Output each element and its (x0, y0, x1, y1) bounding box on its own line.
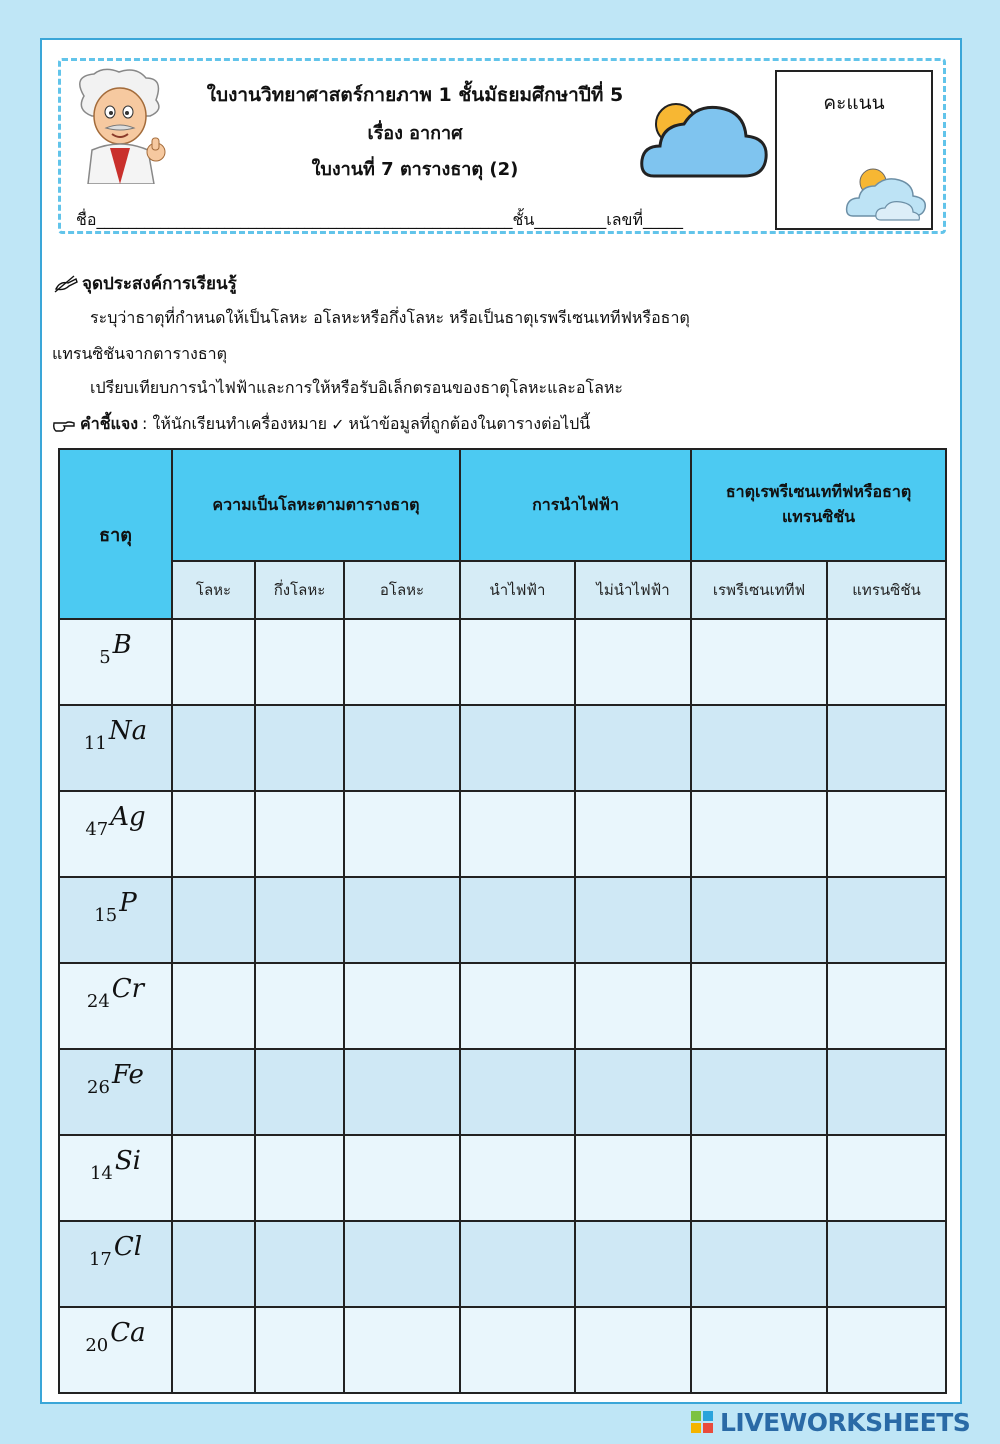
answer-cell-representative[interactable] (691, 1049, 827, 1135)
answer-cell-nonmetal[interactable] (344, 1221, 460, 1307)
answer-cell-transition[interactable] (827, 963, 946, 1049)
answer-cell-transition[interactable] (827, 619, 946, 705)
element-symbol: Cr (111, 974, 145, 1004)
atomic-number: 20 (85, 1335, 109, 1356)
answer-cell-nonmetal[interactable] (344, 705, 460, 791)
answer-cell-nonmetal[interactable] (344, 877, 460, 963)
answer-cell-nonconducts[interactable] (575, 705, 691, 791)
answer-cell-representative[interactable] (691, 963, 827, 1049)
element-column-header: ธาตุ (59, 449, 172, 619)
atomic-number: 24 (86, 991, 110, 1012)
answer-cell-nonmetal[interactable] (344, 1049, 460, 1135)
metal-subheader: โลหะ (172, 561, 255, 619)
element-symbol: P (119, 888, 137, 918)
answer-cell-transition[interactable] (827, 877, 946, 963)
answer-cell-metalloid[interactable] (255, 619, 344, 705)
answer-cell-conducts[interactable] (460, 1049, 575, 1135)
answer-cell-nonconducts[interactable] (575, 877, 691, 963)
instructions (52, 412, 590, 437)
answer-cell-metalloid[interactable] (255, 791, 344, 877)
element-symbol: Ag (110, 802, 146, 832)
worksheet-topic: เรื่อง อากาศ (367, 123, 463, 144)
score-label: คะแนน (823, 92, 885, 114)
nonmetal-subheader: อโลหะ (344, 561, 460, 619)
element-cell (59, 705, 172, 791)
element-cell (59, 1135, 172, 1221)
sun-cloud-small-icon (845, 164, 929, 224)
answer-cell-transition[interactable] (827, 1049, 946, 1135)
answer-cell-conducts[interactable] (460, 963, 575, 1049)
atomic-number: 14 (89, 1163, 113, 1184)
answer-cell-metalloid[interactable] (255, 1221, 344, 1307)
table-row (59, 705, 946, 791)
checkmark-icon: ✓ (331, 415, 345, 434)
answer-cell-metalloid[interactable] (255, 1049, 344, 1135)
table-row (59, 1307, 946, 1393)
answer-cell-nonmetal[interactable] (344, 1135, 460, 1221)
element-cell (59, 619, 172, 705)
periodic-classification-table (58, 448, 947, 1394)
answer-cell-metal[interactable] (172, 705, 255, 791)
answer-cell-representative[interactable] (691, 619, 827, 705)
element-cell (59, 963, 172, 1049)
answer-cell-transition[interactable] (827, 791, 946, 877)
conducts-subheader: นำไฟฟ้า (460, 561, 575, 619)
metallicity-group-header: ความเป็นโลหะตามตารางธาตุ (172, 449, 460, 561)
answer-cell-metalloid[interactable] (255, 705, 344, 791)
answer-cell-metal[interactable] (172, 963, 255, 1049)
element-type-group-header (691, 449, 946, 561)
answer-cell-conducts[interactable] (460, 1307, 575, 1393)
element-symbol: Na (108, 716, 148, 746)
table-row (59, 963, 946, 1049)
atomic-number: 17 (88, 1249, 112, 1270)
einstein-mascot-icon (64, 66, 174, 184)
instructions-label: คำชี้แจง (80, 414, 139, 433)
conductivity-group-header: การนำไฟฟ้า (460, 449, 691, 561)
answer-cell-nonconducts[interactable] (575, 1221, 691, 1307)
worksheet-title: ใบงานวิทยาศาสตร์กายภาพ 1 ชั้นมัธยมศึกษาปีที่ 5 (206, 84, 624, 106)
answer-cell-conducts[interactable] (460, 619, 575, 705)
answer-cell-nonconducts[interactable] (575, 1135, 691, 1221)
answer-cell-metal[interactable] (172, 619, 255, 705)
atomic-number: 11 (83, 733, 107, 754)
answer-cell-nonconducts[interactable] (575, 1049, 691, 1135)
answer-cell-representative[interactable] (691, 705, 827, 791)
table-row (59, 1221, 946, 1307)
worksheet-number: ใบงานที่ 7 ตารางธาตุ (2) (311, 159, 519, 180)
answer-cell-metal[interactable] (172, 1135, 255, 1221)
table-row (59, 791, 946, 877)
element-cell (59, 1221, 172, 1307)
answer-cell-conducts[interactable] (460, 877, 575, 963)
element-symbol: Fe (111, 1060, 144, 1090)
element-symbol: B (112, 630, 132, 660)
answer-cell-metalloid[interactable] (255, 877, 344, 963)
atomic-number: 26 (87, 1077, 110, 1098)
instructions-text-after: หน้าข้อมูลที่ถูกต้องในตารางต่อไปนี้ (348, 414, 591, 433)
answer-cell-conducts[interactable] (460, 791, 575, 877)
table-row (59, 1049, 946, 1135)
element-cell (59, 1307, 172, 1393)
answer-cell-metalloid[interactable] (255, 1135, 344, 1221)
objectives-heading (54, 270, 237, 297)
answer-cell-conducts[interactable] (460, 1135, 575, 1221)
transition-subheader: แทรนซิชัน (827, 561, 946, 619)
answer-cell-transition[interactable] (827, 1135, 946, 1221)
liveworksheets-logo-icon (690, 1410, 714, 1434)
answer-cell-nonconducts[interactable] (575, 619, 691, 705)
table-row (59, 619, 946, 705)
answer-cell-nonmetal[interactable] (344, 1307, 460, 1393)
answer-cell-nonmetal[interactable] (344, 963, 460, 1049)
answer-cell-representative[interactable] (691, 877, 827, 963)
table-row (59, 877, 946, 963)
element-symbol: Si (114, 1146, 142, 1176)
liveworksheets-footer (690, 1404, 990, 1440)
answer-cell-metal[interactable] (172, 1049, 255, 1135)
atomic-number: 5 (99, 647, 111, 668)
element-symbol: Cl (113, 1232, 143, 1262)
answer-cell-metal[interactable] (172, 791, 255, 877)
representative-subheader: เรพรีเซนเททีฟ (691, 561, 827, 619)
answer-cell-metal[interactable] (172, 877, 255, 963)
objectives-title: จุดประสงค์การเรียนรู้ (82, 274, 237, 294)
answer-cell-metal[interactable] (172, 1221, 255, 1307)
answer-cell-nonconducts[interactable] (575, 963, 691, 1049)
element-cell (59, 1049, 172, 1135)
answer-cell-nonmetal[interactable] (344, 619, 460, 705)
answer-cell-representative[interactable] (691, 1135, 827, 1221)
liveworksheets-brand: LIVEWORKSHEETS (720, 1407, 971, 1437)
answer-cell-metal[interactable] (172, 1307, 255, 1393)
objective-2: เปรียบเทียบการนำไฟฟ้าและการให้หรือรับอิเล็กตรอนของธาตุโลหะและอโลหะ (90, 378, 624, 397)
atomic-number: 15 (94, 905, 118, 926)
table-row (59, 1135, 946, 1221)
answer-cell-conducts[interactable] (460, 705, 575, 791)
answer-cell-representative[interactable] (691, 1221, 827, 1307)
score-box (775, 70, 933, 230)
objective-1: ระบุว่าธาตุที่กำหนดให้เป็นโลหะ อโลหะหรือกึ่งโลหะ หรือเป็นธาตุเรพรีเซนเททีฟหรือธาตุ (90, 308, 690, 327)
instructions-text-before: : ให้นักเรียนทำเครื่องหมาย (142, 414, 328, 433)
element-symbol: Ca (110, 1318, 146, 1348)
element-cell (59, 791, 172, 877)
metalloid-subheader: กึ่งโลหะ (255, 561, 344, 619)
answer-cell-conducts[interactable] (460, 1221, 575, 1307)
answer-cell-transition[interactable] (827, 1307, 946, 1393)
answer-cell-nonconducts[interactable] (575, 1307, 691, 1393)
pointing-hand-icon (52, 417, 76, 433)
student-info-line: ชื่อ____________________________________________________ชั้น_________เลขที่_____ (76, 210, 684, 229)
objective-1-continued: แทรนซิชันจากตารางธาตุ (52, 344, 227, 363)
answer-cell-nonmetal[interactable] (344, 791, 460, 877)
answer-cell-transition[interactable] (827, 705, 946, 791)
atomic-number: 47 (85, 819, 109, 840)
element-cell (59, 877, 172, 963)
element-type-header-line2: แทรนซิชัน (781, 507, 856, 526)
element-type-header-line1: ธาตุเรพรีเซนเททีฟหรือธาตุ (725, 482, 912, 501)
answer-cell-representative[interactable] (691, 1307, 827, 1393)
answer-cell-metalloid[interactable] (255, 1307, 344, 1393)
answer-cell-transition[interactable] (827, 1221, 946, 1307)
answer-cell-metalloid[interactable] (255, 963, 344, 1049)
writing-hand-icon (54, 275, 78, 293)
answer-cell-representative[interactable] (691, 791, 827, 877)
nonconducts-subheader: ไม่นำไฟฟ้า (575, 561, 691, 619)
sun-cloud-icon (640, 96, 770, 186)
answer-cell-nonconducts[interactable] (575, 791, 691, 877)
